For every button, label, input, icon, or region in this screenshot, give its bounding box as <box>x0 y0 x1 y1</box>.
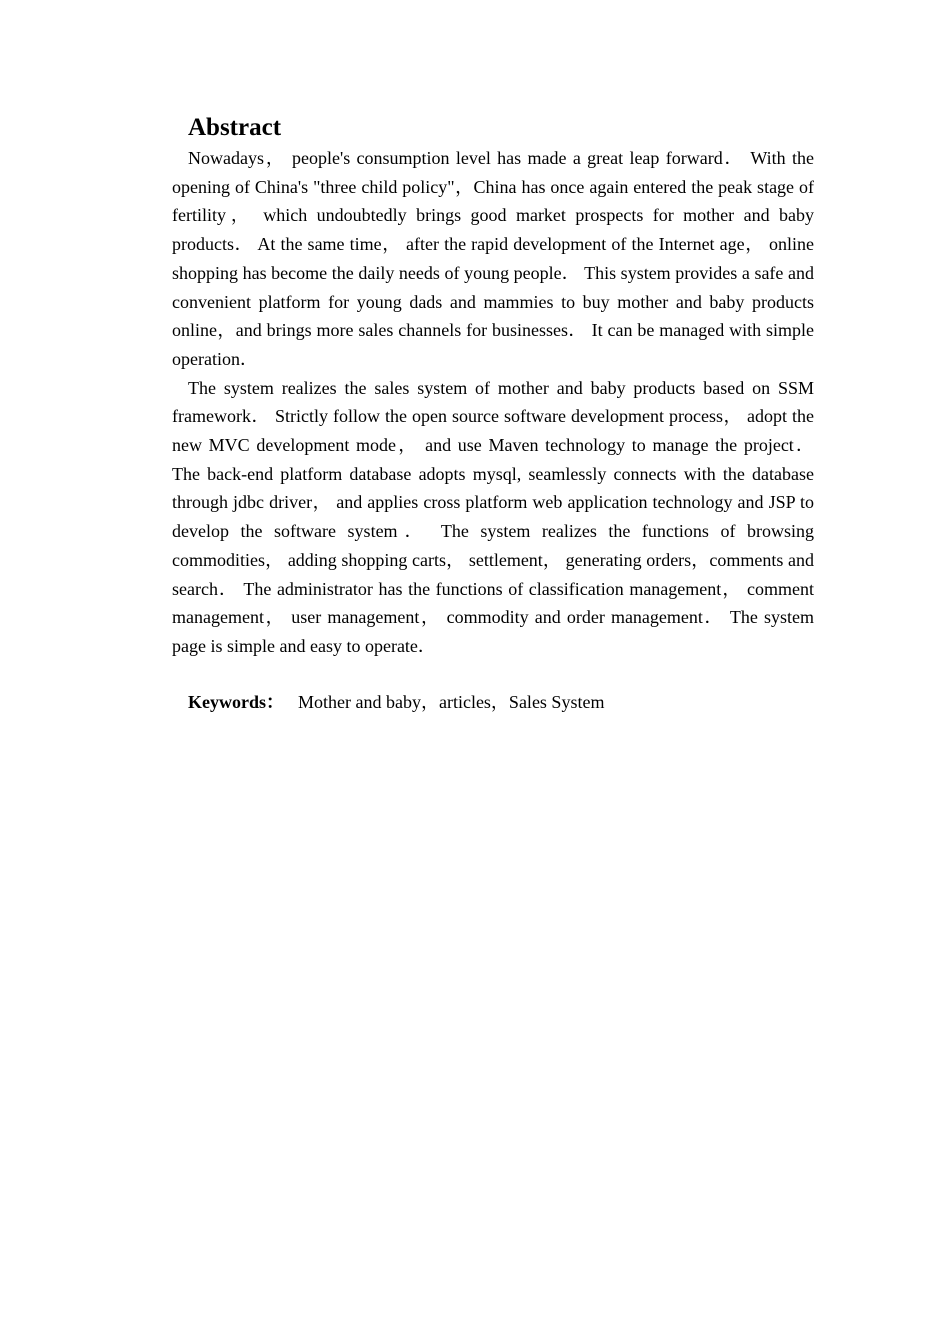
keywords-label: Keywords： <box>188 691 284 712</box>
abstract-heading: Abstract <box>188 114 282 141</box>
abstract-paragraph-2: The system realizes the sales system of mother and baby products based on SSM framework． Strictly follow the open source software development process， adopt the new MVC development mode， and use Maven technology to manage the project． The back-end platform database adopts mysql, seamlessly connects with the database through jdbc driver， and applies cross platform web application technology and JSP to develop the software system． The system realizes the functions of browsing commodities， adding shopping carts， settlement， generating orders，comments and search． The administrator has the functions of classification management， comment management， user management， commodity and order management． The system page is simple and easy to operate． <box>172 377 814 656</box>
abstract-page <box>172 112 814 716</box>
abstract-paragraph-1: Nowadays， people's consumption level has made a great leap forward． With the opening of China's "three child policy"，China has once again entered the peak stage of fertility， which undoubtedly brings good market prospects for mother and baby products． At the same time， after the rapid development of the Internet age， online shopping has become the daily needs of young people． This system provides a safe and convenient platform for young dads and mammies to buy mother and baby products online，and brings more sales channels for businesses． It can be managed with simple operation． <box>172 148 814 369</box>
keywords-line <box>188 688 814 717</box>
keywords-value: Mother and baby，articles，Sales System <box>298 691 605 712</box>
